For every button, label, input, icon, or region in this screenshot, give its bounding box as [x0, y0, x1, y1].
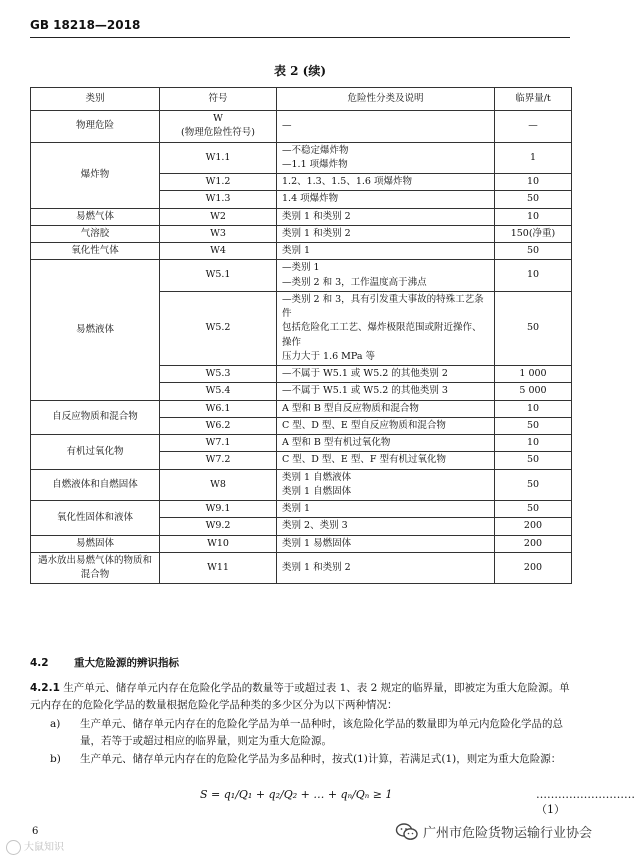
- table-row: [31, 552, 572, 584]
- symbol-cell: [160, 501, 277, 518]
- table-row: [31, 243, 572, 260]
- cell-line: W5.2: [205, 322, 231, 334]
- column-header: 危险性分类及说明: [277, 88, 495, 111]
- threshold-cell: 50: [495, 243, 572, 260]
- cell-line: 1.4 项爆炸物: [282, 193, 339, 205]
- cell-line: W1.2: [205, 176, 231, 187]
- description-cell: [277, 535, 495, 552]
- cell-line: —类别 2 和 3，工作温度高于沸点: [282, 276, 427, 288]
- watermark-right: [396, 822, 592, 841]
- watermark-logo-icon: [6, 840, 21, 855]
- symbol-cell: [160, 191, 277, 208]
- header-rule: [30, 37, 570, 38]
- description-cell: [277, 501, 495, 518]
- standard-number: GB 18218—2018: [30, 18, 141, 32]
- table-row: [31, 400, 572, 417]
- cell-line: 类别 1 自燃固体: [282, 485, 352, 497]
- threshold-cell: 10: [495, 208, 572, 225]
- cell-line: 类别 1 自燃液体: [282, 471, 352, 483]
- cell-line: W6.1: [205, 402, 231, 414]
- cell-line: 类别 1 和类别 2: [282, 561, 351, 573]
- threshold-cell: 50: [495, 291, 572, 365]
- section-heading: [30, 655, 575, 672]
- cell-line: (物理危险性符号): [181, 127, 255, 139]
- cell-line: —不属于 W5.1 或 W5.2 的其他类别 3: [282, 385, 448, 397]
- cell-line: W5.1: [205, 269, 231, 281]
- cell-line: 类别 1: [282, 503, 311, 514]
- cell-line: 包括危险化工工艺、爆炸极限范围或附近操作、操作: [282, 322, 482, 348]
- description-cell: [277, 417, 495, 434]
- symbol-cell: [160, 552, 277, 584]
- symbol-cell: [160, 208, 277, 225]
- equation-number: ………………………（1）: [536, 788, 635, 816]
- cell-line: W7.2: [205, 454, 231, 466]
- category-cell: 氧化性固体和液体: [31, 501, 160, 536]
- cell-line: W9.1: [205, 503, 231, 514]
- category-cell: 气溶胶: [31, 225, 160, 242]
- paragraph-4-2-1: [30, 680, 575, 714]
- cell-line: W4: [210, 245, 226, 256]
- cell-line: W1.3: [205, 193, 231, 205]
- table-row: [31, 435, 572, 452]
- description-cell: [277, 435, 495, 452]
- cell-line: W7.1: [205, 437, 231, 448]
- cell-line: W10: [207, 537, 229, 549]
- description-cell: [277, 452, 495, 469]
- threshold-cell: 50: [495, 501, 572, 518]
- description-cell: [277, 208, 495, 225]
- symbol-cell: [160, 243, 277, 260]
- cell-line: C 型、D 型、E 型、F 型有机过氧化物: [282, 454, 446, 466]
- category-cell: 遇水放出易燃气体的物质和混合物: [31, 552, 160, 584]
- watermark-left-text: 大鼠知识: [24, 842, 64, 853]
- table-row: [31, 501, 572, 518]
- threshold-cell: 5 000: [495, 383, 572, 400]
- table-row: [31, 111, 572, 143]
- cell-line: W5.4: [205, 385, 231, 397]
- threshold-cell: 50: [495, 191, 572, 208]
- table-row: [31, 469, 572, 501]
- column-header: 符号: [160, 88, 277, 111]
- column-header: 类别: [31, 88, 160, 111]
- cell-line: W8: [210, 478, 226, 490]
- column-header: 临界量/t: [495, 88, 572, 111]
- description-cell: [277, 518, 495, 535]
- category-cell: 自燃液体和自燃固体: [31, 469, 160, 501]
- watermark-left: [6, 838, 64, 855]
- cell-line: W1.1: [205, 151, 231, 163]
- cell-line: W5.3: [205, 368, 231, 379]
- section-title: 重大危险源的辨识指标: [74, 657, 179, 669]
- symbol-cell: [160, 383, 277, 400]
- cell-line: 类别 1 易燃固体: [282, 537, 352, 549]
- cell-line: 压力大于 1.6 MPa 等: [282, 350, 376, 362]
- description-cell: [277, 142, 495, 174]
- list-item-b: [50, 751, 575, 768]
- threshold-cell: 10: [495, 174, 572, 191]
- category-cell: 易燃气体: [31, 208, 160, 225]
- cell-line: —1.1 项爆炸物: [282, 158, 348, 170]
- list-item-a: [50, 716, 575, 750]
- cell-line: W6.2: [205, 419, 231, 431]
- symbol-cell: [160, 400, 277, 417]
- cell-line: —类别 2 和 3，具有引发重大事故的特殊工艺条件: [282, 293, 484, 319]
- threshold-cell: 50: [495, 469, 572, 501]
- table-row: [31, 535, 572, 552]
- description-cell: [277, 469, 495, 501]
- table-body: [31, 111, 572, 584]
- list-item-text: 生产单元、储存单元内存在的危险化学品为单一品种时，该危险化学品的数量即为单元内危险化学品的总量，若等于或超过相应的临界量，则定为重大危险源。: [80, 718, 563, 747]
- symbol-cell: [160, 142, 277, 174]
- threshold-cell: 200: [495, 552, 572, 584]
- symbol-cell: [160, 535, 277, 552]
- threshold-cell: —: [495, 111, 572, 143]
- threshold-cell: 200: [495, 518, 572, 535]
- symbol-cell: [160, 366, 277, 383]
- symbol-cell: [160, 174, 277, 191]
- cell-line: 类别 1 和类别 2: [282, 210, 351, 222]
- symbol-cell: [160, 518, 277, 535]
- description-cell: [277, 383, 495, 400]
- threshold-cell: 150(净重): [495, 225, 572, 242]
- description-cell: [277, 366, 495, 383]
- cell-line: —不属于 W5.1 或 W5.2 的其他类别 2: [282, 368, 448, 379]
- symbol-cell: [160, 225, 277, 242]
- table-row: [31, 208, 572, 225]
- cell-line: W11: [207, 561, 229, 573]
- symbol-cell: [160, 452, 277, 469]
- cell-line: A 型和 B 型自反应物质和混合物: [282, 402, 419, 414]
- symbol-cell: [160, 469, 277, 501]
- section-number: 4.2: [30, 657, 49, 669]
- category-cell: 易燃液体: [31, 260, 160, 400]
- watermark-right-text: 广州市危险货物运输行业协会: [423, 826, 593, 841]
- cell-line: —不稳定爆炸物: [282, 144, 349, 156]
- table-header-row: [31, 88, 572, 111]
- category-cell: 易燃固体: [31, 535, 160, 552]
- list-item-label: a): [50, 718, 61, 730]
- description-cell: [277, 243, 495, 260]
- symbol-cell: [160, 260, 277, 292]
- table-caption: 表 2 (续): [273, 64, 327, 78]
- threshold-cell: 10: [495, 435, 572, 452]
- description-cell: [277, 260, 495, 292]
- description-cell: [277, 174, 495, 191]
- cell-line: 类别 2、类别 3: [282, 520, 348, 532]
- cell-line: W9.2: [205, 520, 231, 532]
- cell-line: —: [282, 120, 292, 132]
- threshold-cell: 50: [495, 417, 572, 434]
- description-cell: [277, 111, 495, 143]
- category-cell: 爆炸物: [31, 142, 160, 208]
- cell-line: —类别 1: [282, 262, 320, 274]
- table-row: [31, 225, 572, 242]
- symbol-cell: [160, 417, 277, 434]
- description-cell: [277, 552, 495, 584]
- category-cell: 物理危险: [31, 111, 160, 143]
- threshold-cell: 10: [495, 260, 572, 292]
- cell-line: 类别 1 和类别 2: [282, 227, 351, 239]
- paragraph-text: 生产单元、储存单元内存在危险化学品的数量等于或超过表 1、表 2 规定的临界量，即被定为重大危险源。单元内存在的危险化学品的数量根据危险化学品种类的多少区分为以下两种情况：: [30, 682, 570, 711]
- symbol-cell: [160, 291, 277, 365]
- paragraph-number: 4.2.1: [30, 682, 60, 694]
- description-cell: [277, 400, 495, 417]
- threshold-cell: 1 000: [495, 366, 572, 383]
- hazard-table: [30, 87, 572, 584]
- threshold-cell: 50: [495, 452, 572, 469]
- threshold-cell: 1: [495, 142, 572, 174]
- description-cell: [277, 225, 495, 242]
- page-number: 6: [32, 826, 39, 837]
- description-cell: [277, 191, 495, 208]
- cell-line: W: [213, 113, 223, 124]
- threshold-cell: 10: [495, 400, 572, 417]
- list-item-text: 生产单元、储存单元内存在的危险化学品为多品种时，按式(1)计算，若满足式(1)，则定为重大危险源：: [80, 753, 562, 765]
- cell-line: A 型和 B 型有机过氧化物: [282, 437, 391, 448]
- category-cell: 自反应物质和混合物: [31, 400, 160, 435]
- description-cell: [277, 291, 495, 365]
- list-item-label: b): [50, 753, 61, 765]
- category-cell: 有机过氧化物: [31, 435, 160, 470]
- formula: S = q₁/Q₁ + q₂/Q₂ + … + qₙ/Qₙ ≥ 1: [200, 788, 393, 801]
- cell-line: 类别 1: [282, 245, 311, 256]
- cell-line: W3: [210, 227, 226, 239]
- symbol-cell: [160, 435, 277, 452]
- table-row: [31, 260, 572, 292]
- table-row: [31, 142, 572, 174]
- threshold-cell: 200: [495, 535, 572, 552]
- cell-line: W2: [210, 210, 226, 222]
- symbol-cell: [160, 111, 277, 143]
- category-cell: 氧化性气体: [31, 243, 160, 260]
- cell-line: C 型、D 型、E 型自反应物质和混合物: [282, 419, 446, 431]
- wechat-icon: [396, 823, 418, 841]
- cell-line: 1.2、1.3、1.5、1.6 项爆炸物: [282, 176, 412, 187]
